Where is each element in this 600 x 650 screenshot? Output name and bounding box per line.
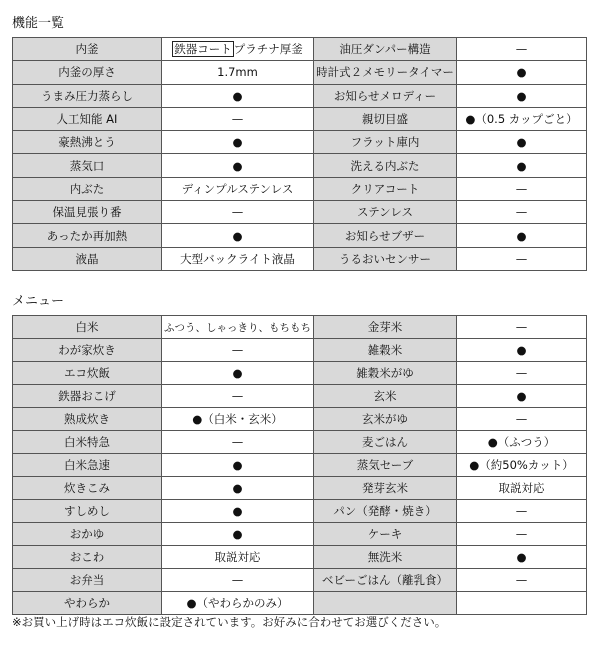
table-row bbox=[13, 385, 587, 408]
feature-value-cell: — bbox=[162, 431, 314, 454]
table-row bbox=[13, 38, 587, 61]
table-row bbox=[13, 224, 587, 247]
feature-value-cell: 1.7mm bbox=[162, 61, 314, 84]
feature-value-cell: ●（白米・玄米） bbox=[162, 408, 314, 431]
feature-label-cell: やわらか bbox=[13, 592, 162, 615]
feature-label-cell: クリアコート bbox=[314, 177, 457, 200]
feature-value-cell: ● bbox=[162, 84, 314, 107]
footnote: ※お買い上げ時はエコ炊飯に設定されています。お好みに合わせてお選びください。 bbox=[12, 615, 447, 629]
feature-value-cell: — bbox=[162, 569, 314, 592]
feature-value-cell: — bbox=[457, 408, 587, 431]
feature-value-cell: ● bbox=[162, 362, 314, 385]
menu-title: メニュー bbox=[12, 294, 65, 309]
table-row bbox=[13, 61, 587, 84]
table-row bbox=[13, 201, 587, 224]
feature-label-cell: 人工知能 AI bbox=[13, 107, 162, 130]
feature-label-cell: わが家炊き bbox=[13, 339, 162, 362]
feature-label-cell: 油圧ダンパー構造 bbox=[314, 38, 457, 61]
feature-label-cell: ベビーごはん（離乳食） bbox=[314, 569, 457, 592]
feature-value-cell: ● bbox=[162, 454, 314, 477]
feature-label-cell: エコ炊飯 bbox=[13, 362, 162, 385]
feature-value-cell: 取説対応 bbox=[457, 477, 587, 500]
feature-label-cell: 金芽米 bbox=[314, 316, 457, 339]
feature-label-cell: 白米 bbox=[13, 316, 162, 339]
feature-value-cell: — bbox=[162, 385, 314, 408]
feature-value-cell: ● bbox=[457, 385, 587, 408]
feature-label-cell: 雑穀米がゆ bbox=[314, 362, 457, 385]
feature-label-cell: 豪熱沸とう bbox=[13, 131, 162, 154]
feature-label-cell: お弁当 bbox=[13, 569, 162, 592]
feature-label-cell: 発芽玄米 bbox=[314, 477, 457, 500]
feature-label-cell: 蒸気セーブ bbox=[314, 454, 457, 477]
feature-label-cell: おこわ bbox=[13, 546, 162, 569]
feature-value-cell: ● bbox=[457, 84, 587, 107]
feature-label-cell: 保温見張り番 bbox=[13, 201, 162, 224]
boxed-text: 鉄器コート bbox=[174, 42, 232, 57]
table-row bbox=[13, 247, 587, 270]
feature-value-cell: ● bbox=[162, 500, 314, 523]
feature-value-cell: — bbox=[457, 316, 587, 339]
feature-value-cell: — bbox=[457, 38, 587, 61]
table-row bbox=[13, 316, 587, 339]
table-row bbox=[13, 84, 587, 107]
feature-value-cell bbox=[162, 38, 314, 61]
table-row bbox=[13, 546, 587, 569]
feature-value-cell: ● bbox=[457, 339, 587, 362]
features-table bbox=[12, 37, 587, 271]
feature-label-cell: お知らせブザー bbox=[314, 224, 457, 247]
feature-label-cell bbox=[314, 592, 457, 615]
feature-value-cell: ふつう、しゃっきり、もちもち bbox=[162, 316, 314, 339]
feature-label-cell: 内釜 bbox=[13, 38, 162, 61]
menu-table bbox=[12, 315, 587, 615]
feature-value-cell: ● bbox=[457, 61, 587, 84]
feature-value-cell: 大型バックライト液晶 bbox=[162, 247, 314, 270]
feature-value-cell: — bbox=[457, 362, 587, 385]
table-row bbox=[13, 477, 587, 500]
feature-label-cell: 内釜の厚さ bbox=[13, 61, 162, 84]
feature-label-cell: 蒸気口 bbox=[13, 154, 162, 177]
feature-label-cell: 白米特急 bbox=[13, 431, 162, 454]
feature-value-cell: ● bbox=[162, 224, 314, 247]
feature-value-cell: ● bbox=[162, 523, 314, 546]
table-row bbox=[13, 154, 587, 177]
feature-value-cell: — bbox=[162, 339, 314, 362]
feature-value-cell: ●（約50%カット） bbox=[457, 454, 587, 477]
feature-value-cell: ● bbox=[162, 477, 314, 500]
feature-label-cell: ケーキ bbox=[314, 523, 457, 546]
feature-value-cell: — bbox=[162, 107, 314, 130]
table-row bbox=[13, 569, 587, 592]
table-row bbox=[13, 523, 587, 546]
table-row bbox=[13, 339, 587, 362]
feature-value-cell: ● bbox=[162, 154, 314, 177]
feature-label-cell: 内ぶた bbox=[13, 177, 162, 200]
feature-label-cell: うまみ圧力蒸らし bbox=[13, 84, 162, 107]
feature-label-cell: 白米急速 bbox=[13, 454, 162, 477]
feature-label-cell: あったか再加熱 bbox=[13, 224, 162, 247]
feature-label-cell: ステンレス bbox=[314, 201, 457, 224]
feature-label-cell: 玄米 bbox=[314, 385, 457, 408]
table-row bbox=[13, 131, 587, 154]
feature-value-cell: ● bbox=[457, 224, 587, 247]
feature-label-cell: 洗える内ぶた bbox=[314, 154, 457, 177]
feature-label-cell: 親切目盛 bbox=[314, 107, 457, 130]
feature-label-cell: 鉄器おこげ bbox=[13, 385, 162, 408]
feature-label-cell: パン（発酵・焼き） bbox=[314, 500, 457, 523]
feature-value-cell: 取説対応 bbox=[162, 546, 314, 569]
feature-label-cell: フラット庫内 bbox=[314, 131, 457, 154]
feature-label-cell: 炊きこみ bbox=[13, 477, 162, 500]
feature-label-cell: 時計式２メモリータイマー bbox=[314, 61, 457, 84]
feature-value-cell: ● bbox=[457, 154, 587, 177]
feature-value-cell: — bbox=[457, 569, 587, 592]
feature-label-cell: すしめし bbox=[13, 500, 162, 523]
feature-label-cell: おかゆ bbox=[13, 523, 162, 546]
feature-label-cell: 液晶 bbox=[13, 247, 162, 270]
feature-value-cell: ●（ふつう） bbox=[457, 431, 587, 454]
feature-value-cell: — bbox=[457, 177, 587, 200]
feature-label-cell: うるおいセンサー bbox=[314, 247, 457, 270]
feature-value-cell: — bbox=[457, 201, 587, 224]
feature-label-cell: 麦ごはん bbox=[314, 431, 457, 454]
feature-value-cell: ● bbox=[457, 546, 587, 569]
table-row bbox=[13, 454, 587, 477]
table-row bbox=[13, 107, 587, 130]
table-row bbox=[13, 431, 587, 454]
table-row bbox=[13, 592, 587, 615]
feature-value-cell: ディンプルステンレス bbox=[162, 177, 314, 200]
feature-value-cell: ●（やわらかのみ） bbox=[162, 592, 314, 615]
feature-label-cell: 熟成炊き bbox=[13, 408, 162, 431]
table-row bbox=[13, 177, 587, 200]
feature-label-cell: 雑穀米 bbox=[314, 339, 457, 362]
feature-value-cell: ● bbox=[457, 131, 587, 154]
feature-label-cell: 玄米がゆ bbox=[314, 408, 457, 431]
feature-value-cell: — bbox=[162, 201, 314, 224]
feature-value-cell: ●（0.5 カップごと） bbox=[457, 107, 587, 130]
table-row bbox=[13, 408, 587, 431]
table-row bbox=[13, 500, 587, 523]
feature-value-cell: — bbox=[457, 247, 587, 270]
feature-label-cell: お知らせメロディー bbox=[314, 84, 457, 107]
feature-value-cell: — bbox=[457, 500, 587, 523]
feature-value-cell: ● bbox=[162, 131, 314, 154]
feature-value-cell: — bbox=[457, 523, 587, 546]
feature-value-cell bbox=[457, 592, 587, 615]
boxed-suffix-text: プラチナ厚釜 bbox=[233, 42, 303, 57]
feature-label-cell: 無洗米 bbox=[314, 546, 457, 569]
table-row bbox=[13, 362, 587, 385]
features-title: 機能一覧 bbox=[12, 16, 65, 31]
